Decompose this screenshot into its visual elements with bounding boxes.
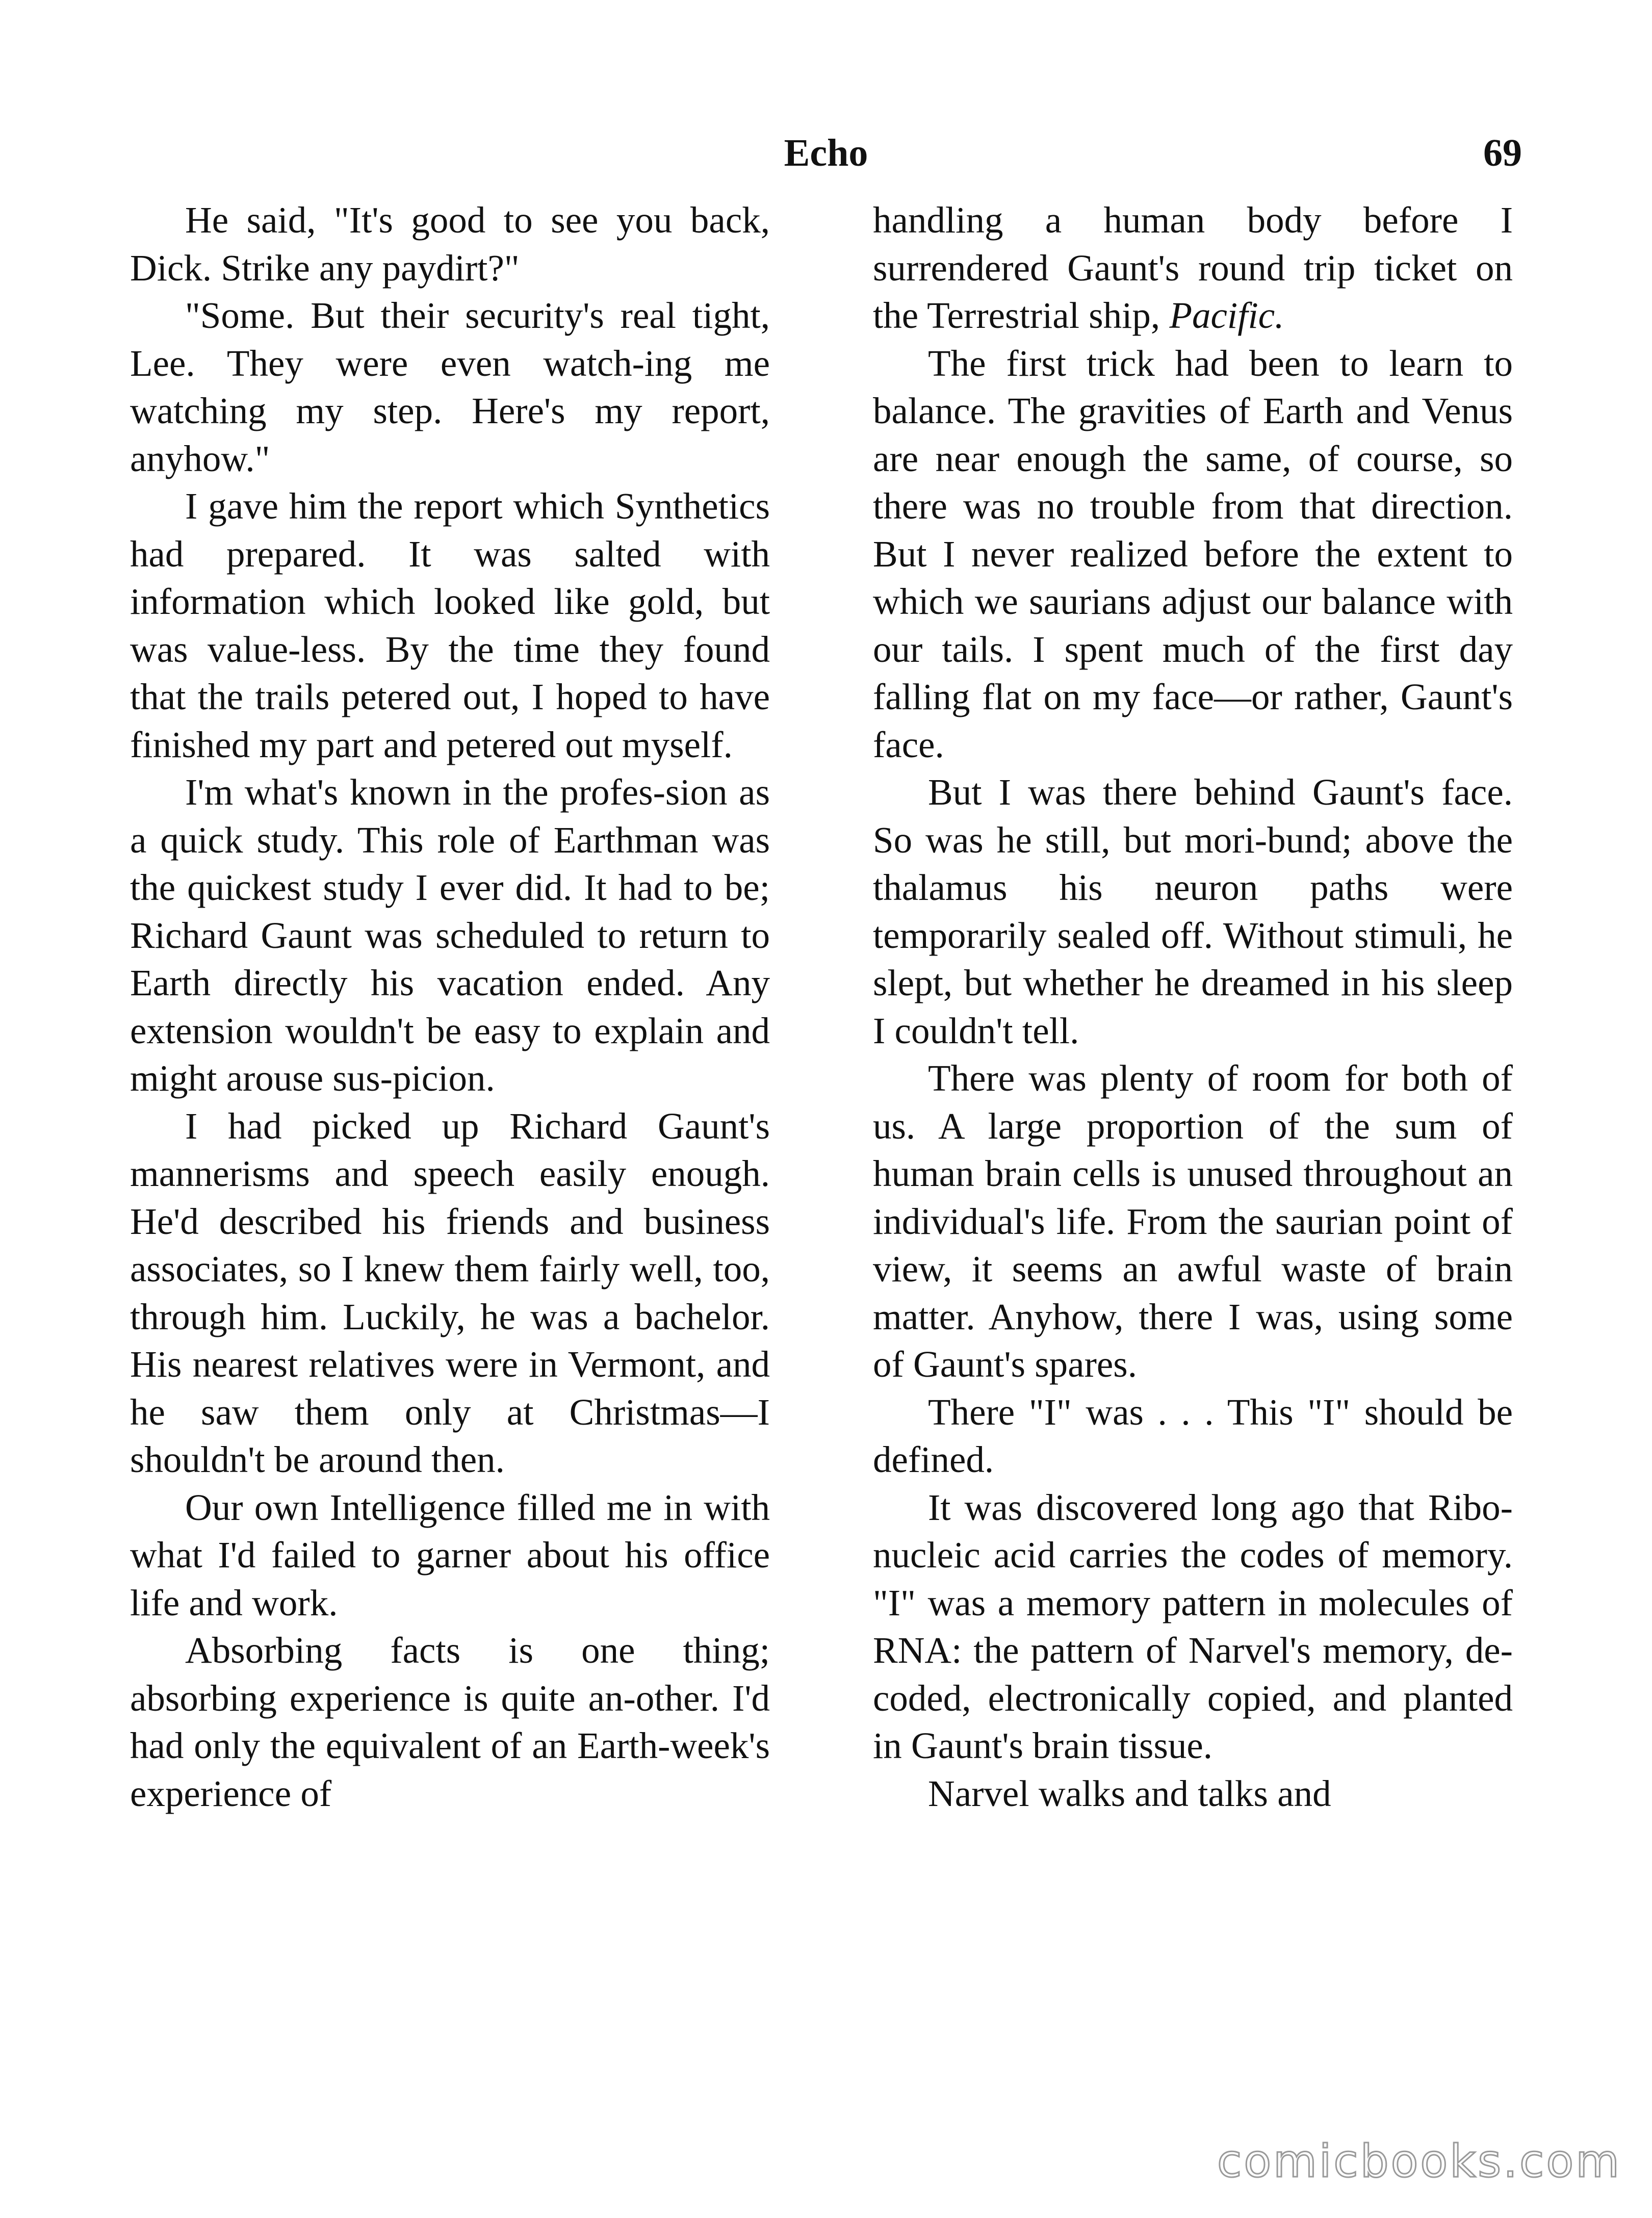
right-column [873, 196, 1513, 1817]
running-title: Echo [784, 132, 868, 174]
paragraph: I had picked up Richard Gaunt's mannerisms and speech easily enough. He'd described his friends and business associates, so I knew them fairly well, too, through him. Luckily, he was a bachelor. His nearest relatives were in Vermont, and he saw them only at Christmas—I shouldn't be around then. [130, 1105, 770, 1480]
paragraph: Our own Intelligence filled me in with what I'd failed to garner about his office life and work. [130, 1486, 770, 1623]
paragraph: It was discovered long ago that Ribo-nucleic acid carries the codes of memory. "I" was a memory pattern in molecules of RNA: the pattern of Narvel's memory, de-coded, electronically copied, and planted in Gaunt's brain tissue. [873, 1486, 1513, 1766]
continuation-text: handling a human body before I surrendered Gaunt's round trip ticket on the Terrestrial ship, [873, 199, 1513, 336]
ship-name: Pacific. [1169, 295, 1284, 336]
paragraph: Absorbing facts is one thing; absorbing experience is quite an-other. I'd had only the equivalent of an Earth-week's experience of [130, 1630, 770, 1814]
paragraph: There "I" was . . . This "I" should be defined. [873, 1391, 1513, 1480]
paragraph: The first trick had been to learn to balance. The gravities of Earth and Venus are near enough the same, of course, so there was no trouble from that direction. But I never realized before the extent to which we saurians adjust our balance with our tails. I spent much of the first day falling flat on my face—or rather, Gaunt's face. [873, 342, 1513, 765]
paragraph: There was plenty of room for both of us. A large proportion of the sum of human brain cells is unused throughout an individual's life. From the saurian point of view, it seems an awful waste of brain matter. Anyhow, there I was, using some of Gaunt's spares. [873, 1058, 1513, 1385]
paragraph: He said, "It's good to see you back, Dick. Strike any paydirt?" [130, 199, 770, 289]
page-header [130, 122, 1522, 184]
paragraph: I'm what's known in the profes-sion as a quick study. This role of Earthman was the quickest study I ever did. It had to be; Richard Gaunt was scheduled to return to Earth directly his vacation ended. Any extension wouldn't be easy to explain and might arouse sus-picion. [130, 771, 770, 1099]
paragraph: But I was there behind Gaunt's face. So was he still, but mori-bund; above the thalamus his neuron paths were temporarily sealed off. Without stimuli, he slept, but whether he dreamed in his sleep I couldn't tell. [873, 771, 1513, 1051]
page-number: 69 [1483, 132, 1522, 174]
continuation-paragraph [873, 196, 1513, 340]
watermark: comicbooks.com [1217, 2135, 1621, 2187]
left-column [130, 196, 770, 1817]
paragraph: "Some. But their security's real tight, Lee. They were even watch-ing me watching my step. Here's my report, anyhow." [130, 295, 770, 479]
paragraph: I gave him the report which Synthetics had prepared. It was salted with information which looked like gold, but was value-less. By the time they found that the trails petered out, I hoped to have finished my part and petered out myself. [130, 485, 770, 765]
paragraph: Narvel walks and talks and [928, 1772, 1331, 1814]
